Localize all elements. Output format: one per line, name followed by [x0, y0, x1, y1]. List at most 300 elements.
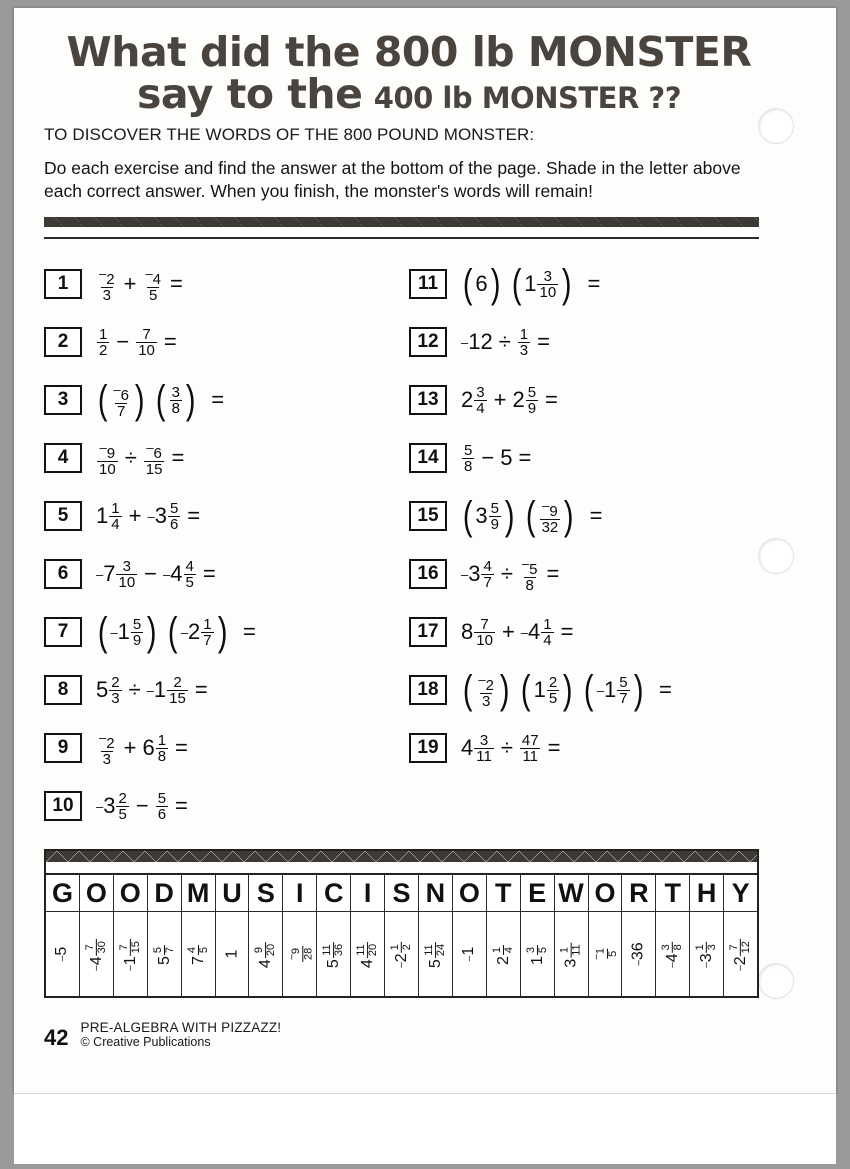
answer-bank-letter[interactable]: N	[419, 875, 452, 912]
negative-sign: –	[96, 798, 104, 814]
negative-sign: –	[461, 566, 469, 582]
answer-bank-value	[419, 912, 452, 996]
answer-bank-letter[interactable]: M	[182, 875, 215, 912]
answer-bank-value	[317, 912, 350, 996]
fraction-numerator: –9	[542, 497, 558, 520]
fraction-stack	[96, 730, 118, 767]
fraction	[119, 939, 142, 955]
title-line-1: What did the 800 lb MONSTER	[66, 28, 752, 76]
fraction	[476, 672, 496, 709]
mixed-number	[729, 938, 752, 971]
answer-bank-column[interactable]	[521, 875, 555, 996]
equals-sign: =	[547, 735, 561, 760]
fraction-numerator: 11	[422, 943, 435, 956]
fraction	[540, 498, 561, 535]
answer-bank-letter[interactable]: T	[487, 875, 520, 912]
answer-bank-letter[interactable]: I	[351, 875, 384, 912]
answer-bank-column[interactable]	[283, 875, 317, 996]
answer-bank-letter[interactable]: R	[622, 875, 655, 912]
answer-bank-value	[690, 912, 723, 996]
answer-bank-letter[interactable]: Y	[724, 875, 757, 912]
fraction-denominator: 9	[132, 631, 142, 649]
answer-bank-column[interactable]	[148, 875, 182, 996]
answer-bank-column[interactable]	[453, 875, 487, 996]
answer-bank-letter[interactable]: S	[249, 875, 282, 912]
fraction-numerator: 7	[142, 325, 151, 343]
mixed-whole-part: 3	[562, 958, 580, 968]
fraction	[695, 942, 718, 952]
answer-bank-column[interactable]	[419, 875, 453, 996]
left-parenthesis: (	[462, 262, 473, 306]
mixed-number	[512, 385, 539, 416]
fraction-numerator: 3	[543, 267, 552, 285]
problem-row	[44, 313, 379, 371]
fraction-term	[96, 266, 118, 303]
operator: ÷	[498, 329, 511, 354]
fraction-denominator: 3	[102, 750, 111, 768]
answer-bank-value	[521, 912, 554, 996]
fraction-denominator: 4	[111, 515, 120, 533]
negative-sign: –	[596, 682, 605, 698]
negative-sign: –	[701, 961, 713, 968]
answer-bank-value	[351, 912, 384, 996]
mixed-number	[521, 617, 555, 648]
problem-row	[44, 661, 379, 719]
answer-bank-letter[interactable]: W	[555, 875, 588, 912]
problem-expression	[96, 501, 200, 532]
answer-bank-letter[interactable]: E	[521, 875, 554, 912]
problem-number: 7	[44, 617, 82, 647]
footer-title: PRE-ALGEBRA WITH PIZZAZZ!	[80, 1020, 282, 1035]
fraction-denominator: 4	[543, 631, 552, 649]
parenthesis-content	[596, 675, 632, 706]
whole-value: 12	[468, 329, 493, 354]
negative-sign: –	[96, 566, 104, 582]
fraction-numerator: 3	[476, 383, 485, 401]
answer-bank-letter[interactable]: D	[148, 875, 181, 912]
mixed-whole-part: 2	[461, 387, 474, 412]
answer-bank-value-rotated	[729, 938, 752, 971]
fraction-numerator: –2	[99, 265, 115, 288]
fraction-denominator: 10	[476, 631, 493, 649]
mixed-number	[322, 940, 345, 967]
mixed-number	[461, 559, 495, 590]
whole-value: 1	[222, 949, 240, 959]
mixed-number	[96, 791, 130, 822]
answer-bank-letter[interactable]: H	[690, 875, 723, 912]
parenthesised-group	[582, 668, 644, 712]
operator: ÷	[124, 445, 137, 470]
fraction-denominator: 3	[706, 943, 719, 950]
answer-bank-letter[interactable]: O	[114, 875, 147, 912]
fraction	[156, 791, 168, 822]
problem-number: 14	[409, 443, 447, 473]
fraction	[168, 501, 180, 532]
negative-sign: –	[99, 729, 107, 745]
mixed-number	[461, 617, 496, 648]
fraction-stack	[169, 385, 183, 416]
negative-sign: –	[56, 955, 68, 962]
fraction-numerator: 7	[83, 943, 96, 950]
operator: ÷	[500, 561, 513, 586]
instruction-heading: TO DISCOVER THE WORDS OF THE 800 POUND MONSTER:	[44, 125, 535, 144]
fraction-denominator: 7	[483, 573, 492, 591]
title-line-2	[44, 70, 774, 118]
left-parenthesis: (	[462, 494, 473, 538]
mixed-whole-part: 4	[358, 958, 376, 968]
parenthesis-content	[474, 501, 503, 532]
problem-expression	[96, 327, 177, 358]
fraction-term	[519, 733, 542, 764]
fraction	[156, 733, 168, 764]
problem-row	[409, 371, 744, 429]
equals-sign: =	[560, 619, 574, 644]
fraction-denominator: 15	[169, 689, 186, 707]
fraction-denominator: 9	[490, 515, 499, 533]
answer-bank-letter[interactable]: G	[46, 875, 79, 912]
problem-number: 6	[44, 559, 82, 589]
fraction-numerator: 2	[111, 673, 120, 691]
problem-row	[44, 487, 379, 545]
fraction	[109, 675, 121, 706]
fraction-term	[517, 327, 531, 358]
mixed-number	[85, 938, 108, 971]
fraction	[111, 382, 131, 419]
answer-bank-value-rotated	[286, 945, 314, 963]
fraction-numerator: 9	[253, 946, 266, 953]
fraction	[97, 327, 109, 358]
fraction-term	[286, 945, 314, 963]
fraction-denominator: 3	[481, 692, 491, 710]
answer-bank-letter[interactable]: O	[589, 875, 622, 912]
problem-row	[44, 545, 379, 603]
problem-grid	[44, 255, 774, 835]
equals-sign: =	[202, 561, 216, 586]
negative-sign: –	[633, 960, 645, 966]
answer-bank-value-rotated	[390, 941, 413, 968]
problem-number: 18	[409, 675, 447, 705]
fraction	[591, 946, 619, 962]
left-parenthesis: (	[526, 494, 536, 538]
parenthesis-content	[168, 385, 184, 416]
fraction-numerator: –4	[145, 265, 162, 288]
fraction-numerator: 5	[157, 789, 167, 807]
fraction-stack	[96, 440, 119, 477]
negative-sign: –	[521, 555, 530, 571]
mixed-whole-part: 2	[731, 955, 749, 965]
fraction-term	[539, 498, 562, 535]
worksheet-page	[14, 8, 836, 1093]
fraction-denominator: 8	[525, 576, 534, 594]
footer-copyright: © Creative Publications	[80, 1035, 211, 1049]
answer-bank-column[interactable]	[555, 875, 589, 996]
fraction-numerator: 1	[203, 615, 212, 633]
answer-bank-column[interactable]	[656, 875, 690, 996]
answer-bank-column[interactable]	[317, 875, 351, 996]
fraction-denominator: 5	[197, 946, 210, 953]
fraction	[356, 941, 379, 957]
fraction	[286, 946, 314, 962]
fraction-denominator: 6	[169, 515, 179, 533]
fraction-numerator: 3	[122, 557, 131, 575]
equals-sign: =	[242, 619, 256, 644]
answer-bank-letter[interactable]: C	[317, 875, 350, 912]
left-parenthesis: (	[521, 668, 531, 712]
fraction-stack	[475, 672, 497, 709]
fraction	[136, 327, 157, 358]
instruction-body: Do each exercise and find the answer at the bottom of the page. Shade in the letter above each correct answer. When you finish, the monster's words will remain!	[44, 158, 741, 201]
fraction	[424, 941, 447, 957]
answer-bank-column[interactable]	[216, 875, 250, 996]
negative-sign: –	[99, 439, 107, 455]
whole-number	[53, 947, 71, 961]
answer-bank-cells	[46, 875, 757, 996]
fraction-numerator: 1	[558, 946, 571, 953]
answer-bank-column[interactable]	[589, 875, 623, 996]
whole-number	[500, 445, 512, 471]
page-title	[44, 30, 774, 117]
mixed-whole-part: 7	[103, 561, 116, 586]
negative-sign: –	[667, 961, 679, 968]
parenthesis-content	[109, 382, 133, 419]
fraction	[170, 385, 182, 416]
answer-bank-value-rotated	[119, 938, 142, 971]
mixed-whole-part: 3	[103, 793, 116, 818]
problem-row	[44, 255, 379, 313]
fraction	[661, 942, 684, 952]
problem-number: 1	[44, 269, 82, 299]
problem-number: 8	[44, 675, 82, 705]
fraction-denominator: 7	[619, 689, 628, 707]
fraction-denominator: 12	[740, 940, 753, 953]
fraction-denominator: 20	[367, 943, 380, 956]
answer-bank-value	[656, 912, 689, 996]
fraction-term	[96, 327, 110, 358]
problem-expression	[461, 556, 559, 593]
fraction	[537, 269, 558, 300]
fraction-denominator: 5	[118, 805, 127, 823]
parenthesised-group	[166, 610, 228, 654]
fraction-stack	[155, 791, 169, 822]
answer-bank-column[interactable]	[351, 875, 385, 996]
negative-sign: –	[110, 624, 118, 640]
fraction-term	[135, 327, 158, 358]
right-parenthesis: )	[563, 668, 573, 712]
answer-bank-column[interactable]	[690, 875, 724, 996]
mixed-number	[475, 501, 502, 532]
parenthesised-group	[96, 378, 146, 422]
page-bottom-edge	[14, 1093, 836, 1164]
answer-bank-value-rotated	[560, 941, 583, 967]
fraction-numerator: 4	[185, 557, 194, 575]
mixed-whole-part: 4	[461, 735, 474, 760]
mixed-whole-part: 1	[604, 677, 617, 702]
fraction-numerator: 1	[543, 615, 552, 633]
problem-number: 10	[44, 791, 82, 821]
fraction	[116, 791, 128, 822]
fraction-denominator: 10	[138, 341, 155, 359]
page-number: 42	[44, 1025, 69, 1050]
fraction-term	[475, 672, 497, 709]
fraction	[474, 385, 486, 416]
problem-row	[409, 313, 744, 371]
problem-expression	[96, 559, 216, 590]
fraction-numerator: 3	[524, 946, 537, 953]
negative-sign: –	[180, 624, 189, 640]
fraction-denominator: 5	[536, 946, 549, 953]
answer-bank-letter[interactable]: I	[283, 875, 316, 912]
answer-bank-border	[46, 851, 757, 875]
fraction-denominator: 7	[203, 631, 212, 649]
fraction-numerator: 1	[157, 731, 167, 749]
negative-sign: –	[99, 265, 107, 281]
problem-number: 9	[44, 733, 82, 763]
negative-sign: –	[396, 961, 408, 968]
equals-sign: =	[589, 503, 603, 528]
fraction-stack	[517, 327, 531, 358]
equals-sign: =	[587, 271, 601, 296]
answer-bank-letter[interactable]: T	[656, 875, 689, 912]
answer-bank-column[interactable]	[182, 875, 216, 996]
fraction-numerator: 1	[99, 325, 108, 343]
fraction-stack	[110, 382, 132, 419]
problem-expression	[461, 262, 601, 306]
mixed-number	[695, 941, 718, 968]
fraction-numerator: 11	[321, 943, 334, 956]
answer-bank-value	[46, 912, 79, 996]
negative-sign: –	[461, 334, 469, 350]
fraction-denominator: 36	[333, 943, 346, 956]
fraction	[97, 440, 118, 477]
whole-value: 1	[460, 946, 478, 956]
answer-bank-letter[interactable]: O	[453, 875, 486, 912]
answer-bank-value-rotated	[153, 943, 176, 964]
fraction-stack	[142, 266, 164, 303]
mixed-number	[461, 733, 495, 764]
fraction-denominator: 20	[265, 943, 278, 956]
whole-value: 6	[475, 271, 488, 296]
left-parenthesis: (	[584, 668, 594, 712]
mixed-number	[661, 941, 684, 968]
left-parenthesis: (	[462, 668, 473, 712]
fraction-denominator: 11	[570, 943, 583, 956]
operator: −	[135, 793, 149, 818]
fraction-denominator: 32	[541, 518, 559, 536]
answer-bank-column[interactable]	[724, 875, 757, 996]
answer-bank-column[interactable]	[46, 875, 80, 996]
problem-number: 17	[409, 617, 447, 647]
mixed-whole-part: 4	[528, 619, 541, 644]
fraction	[541, 617, 553, 648]
fraction	[492, 944, 515, 954]
footer-text	[80, 1020, 281, 1050]
operator: +	[493, 387, 507, 412]
fraction-denominator: 8	[157, 747, 167, 765]
problem-number: 13	[409, 385, 447, 415]
equals-sign: =	[545, 387, 558, 412]
answer-bank-letter[interactable]: O	[80, 875, 113, 912]
fraction-term	[519, 556, 541, 593]
left-parenthesis: (	[156, 378, 166, 422]
mixed-whole-part: 5	[96, 677, 109, 702]
whole-number	[223, 950, 241, 959]
answer-bank-value	[724, 912, 757, 996]
fraction-denominator: 10	[118, 573, 136, 591]
right-parenthesis: )	[633, 668, 644, 712]
fraction-numerator: 1	[519, 325, 529, 343]
answer-bank-column[interactable]	[114, 875, 148, 996]
answer-bank-column[interactable]	[487, 875, 521, 996]
answer-bank-value-rotated	[630, 942, 648, 965]
problem-number: 4	[44, 443, 82, 473]
answer-bank-column[interactable]	[249, 875, 283, 996]
fraction	[518, 327, 530, 358]
answer-bank-value	[216, 912, 249, 996]
zigzag-divider	[44, 217, 759, 239]
mixed-whole-part: 1	[117, 619, 130, 644]
problem-row	[409, 719, 744, 777]
problem-number: 16	[409, 559, 447, 589]
answer-bank-value	[622, 912, 655, 996]
answer-bank-value	[80, 912, 113, 996]
fraction-denominator: 10	[539, 283, 557, 301]
mixed-whole-part: 5	[155, 955, 173, 965]
negative-sign: –	[146, 439, 154, 455]
fraction	[547, 675, 559, 706]
answer-bank-value-rotated	[424, 940, 447, 967]
mixed-number	[110, 617, 144, 648]
mixed-whole-part: 2	[494, 955, 512, 965]
answer-bank-column[interactable]	[385, 875, 419, 996]
fraction	[184, 559, 196, 590]
whole-number	[630, 942, 648, 965]
right-parenthesis: )	[490, 262, 501, 306]
fraction-denominator: 2	[401, 943, 414, 950]
answer-bank-value	[555, 912, 588, 996]
fraction-numerator: 7	[728, 943, 741, 950]
parenthesis-content	[474, 672, 498, 709]
negative-sign: –	[163, 566, 171, 582]
answer-bank-value-rotated	[85, 938, 108, 971]
answer-bank-letter[interactable]: S	[385, 875, 418, 912]
operator: +	[501, 619, 515, 644]
fraction	[322, 941, 345, 957]
mixed-whole-part: 1	[528, 955, 546, 965]
answer-bank-value-rotated	[53, 947, 71, 961]
right-parenthesis: )	[504, 494, 515, 538]
fraction-term	[461, 443, 475, 474]
fraction-stack	[519, 556, 541, 593]
answer-bank-value-rotated	[695, 941, 718, 968]
parenthesised-group	[524, 494, 575, 538]
mixed-whole-part: 4	[256, 958, 274, 968]
mixed-number	[187, 943, 210, 964]
fraction-numerator: 1	[111, 499, 120, 517]
worksheet-content	[44, 30, 774, 1050]
answer-bank-column[interactable]	[80, 875, 114, 996]
negative-sign: –	[285, 954, 297, 960]
fraction	[526, 944, 549, 954]
mixed-whole-part: 1	[121, 955, 139, 965]
fraction-numerator: 5	[151, 946, 164, 953]
problem-row	[44, 719, 379, 777]
answer-bank-column[interactable]	[622, 875, 656, 996]
answer-bank-letter[interactable]: U	[216, 875, 249, 912]
equals-sign: =	[175, 793, 188, 818]
problem-expression	[96, 791, 188, 822]
fraction-numerator: 47	[521, 731, 539, 749]
fraction	[474, 617, 495, 648]
